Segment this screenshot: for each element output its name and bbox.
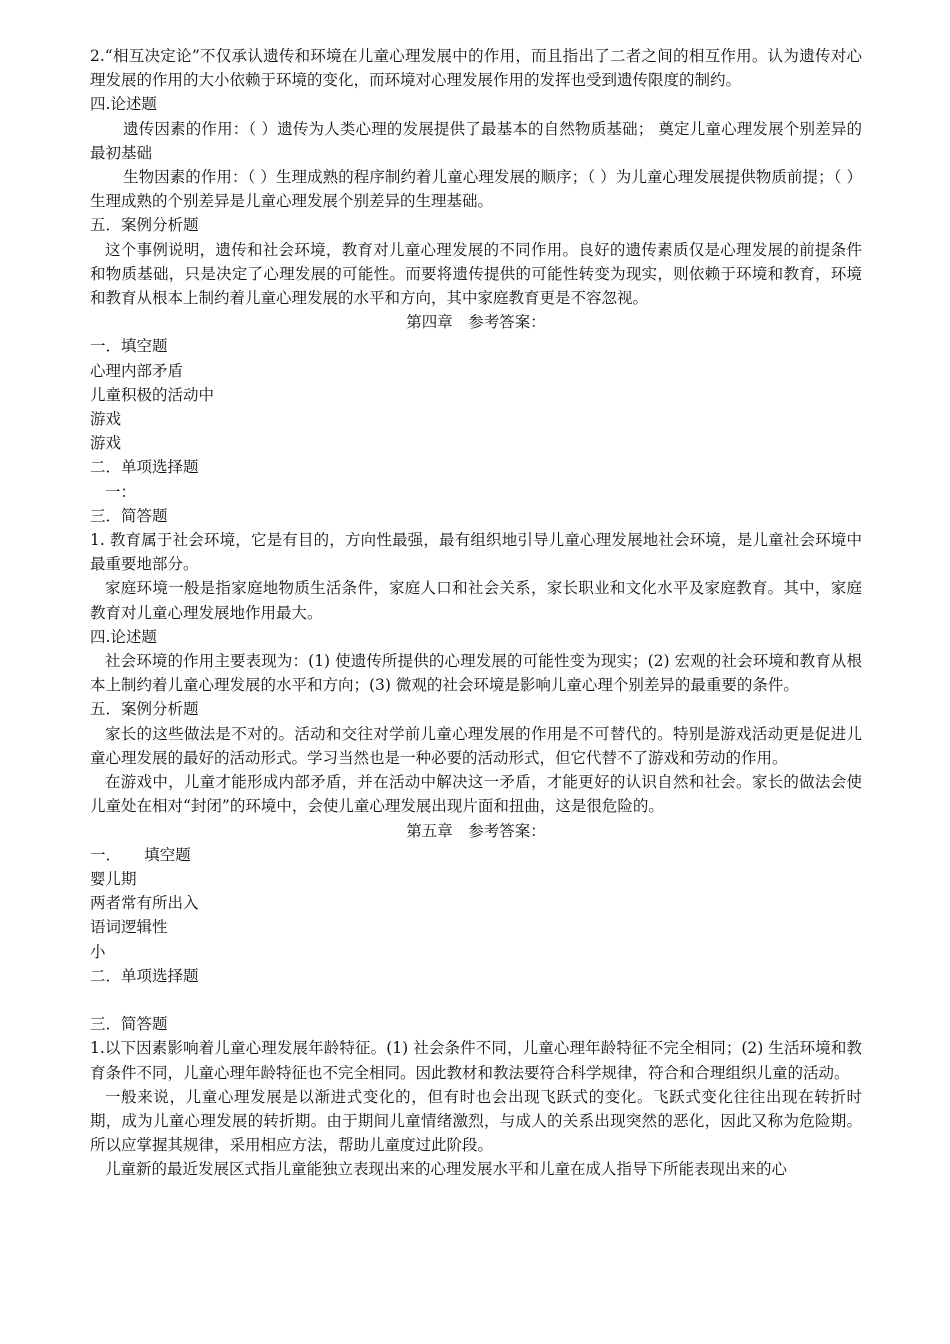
answer-line: 心理内部矛盾 (90, 361, 184, 380)
section-heading-essay: 四.论述题 (90, 95, 157, 114)
section-heading-fill: 一． 填空题 (90, 845, 191, 864)
section-heading-essay: 四.论述题 (90, 627, 157, 646)
section-heading-fill: 一．填空题 (90, 337, 168, 356)
chapter-title-4: 第四章 参考答案： (406, 313, 546, 332)
answer-line: 婴儿期 (90, 869, 137, 888)
answer-line: 两者常有所出入 (90, 894, 199, 913)
section-heading-case: 五．案例分析题 (90, 700, 199, 719)
paragraph-education-environment: 1. 教育属于社会环境，它是有目的，方向性最强，最有组织地引导儿童心理发展地社会环境，是儿童社会环境中最重要地部分。 (90, 531, 862, 574)
answer-line: 一： (105, 482, 137, 501)
paragraph-parents-practice: 家长的这些做法是不对的。活动和交往对学前儿童心理发展的作用是不可替代的。特别是游戏活动更是促进儿童心理发展的最好的活动形式。学习当然也是一种必要的活动形式，但它代替不了游戏和劳动的作用。 (90, 724, 862, 767)
paragraph-biological-factors: 生物因素的作用：（ ）生理成熟的程序制约着儿童心理发展的顺序；（ ）为儿童心理发展提供物质前提；（ ）生理成熟的个别差异是儿童心理发展个别差异的生理基础。 (90, 168, 862, 211)
answer-line: 语词逻辑性 (90, 918, 168, 937)
paragraph-zone-development: 儿童新的最近发展区式指儿童能独立表现出来的心理发展水平和儿童在成人指导下所能表现出来的心 (105, 1160, 788, 1179)
section-heading-short: 三．简答题 (90, 1015, 168, 1034)
blank-line (90, 988, 862, 1012)
section-heading-case: 五．案例分析题 (90, 216, 199, 235)
paragraph-family-environment: 家庭环境一般是指家庭地物质生活条件，家庭人口和社会关系，家长职业和文化水平及家庭教育。其中，家庭教育对儿童心理发展地作用最大。 (90, 579, 862, 622)
paragraph-social-environment: 社会环境的作用主要表现为：(1) 使遗传所提供的心理发展的可能性变为现实；(2) 宏观的社会环境和教育从根本上制约着儿童心理发展的水平和方向；(3) 微观的社会环境是影响儿童心理个别差异的最重要的条件。 (90, 652, 862, 695)
document-page (90, 44, 862, 1182)
answer-line: 游戏 (90, 410, 122, 429)
paragraph-age-factors: 1.以下因素影响着儿童心理发展年龄特征。(1) 社会条件不同，儿童心理年龄特征不完全相同；(2) 生活环境和教育条件不同，儿童心理年龄特征也不完全相同。因此教材和教法要符合科学规律，符合和合理组织儿童的活动。 (90, 1039, 862, 1082)
paragraph-case-analysis: 这个事例说明，遗传和社会环境，教育对儿童心理发展的不同作用。良好的遗传素质仅是心理发展的前提条件和物质基础，只是决定了心理发展的可能性。而要将遗传提供的可能性转变为现实，则依赖于环境和教育，环境和教育从根本上制约着儿童心理发展的水平和方向，其中家庭教育更是不容忽视。 (90, 240, 862, 308)
answer-line: 游戏 (90, 434, 122, 453)
answer-line: 小 (90, 942, 106, 961)
section-heading-choice: 二．单项选择题 (90, 966, 199, 985)
paragraph-mutual-determinism: 2.“相互决定论”不仅承认遗传和环境在儿童心理发展中的作用，而且指出了二者之间的相互作用。认为遗传对心理发展的作用的大小依赖于环境的变化，而环境对心理发展作用的发挥也受到遗传限度的制约。 (90, 47, 862, 90)
paragraph-play: 在游戏中，儿童才能形成内部矛盾，并在活动中解决这一矛盾，才能更好的认识自然和社会。家长的做法会使儿童处在相对“封闭”的环境中，会使儿童心理发展出现片面和扭曲，这是很危险的。 (90, 773, 862, 816)
section-heading-choice: 二．单项选择题 (90, 458, 199, 477)
paragraph-genetic-factors: 遗传因素的作用：（ ）遗传为人类心理的发展提供了最基本的自然物质基础； 奠定儿童心理发展个别差异的最初基础 (90, 119, 862, 162)
answer-line: 儿童积极的活动中 (90, 385, 215, 404)
chapter-title-5: 第五章 参考答案： (406, 821, 546, 840)
paragraph-transition-period: 一般来说，儿童心理发展是以渐进式变化的，但有时也会出现飞跃式的变化。飞跃式变化往往出现在转折时期，成为儿童心理发展的转折期。由于期间儿童情绪激烈，与成人的关系出现突然的恶化，因此又称为危险期。所以应掌握其规律，采用相应方法，帮助儿童度过此阶段。 (90, 1087, 862, 1155)
section-heading-short: 三．简答题 (90, 506, 168, 525)
